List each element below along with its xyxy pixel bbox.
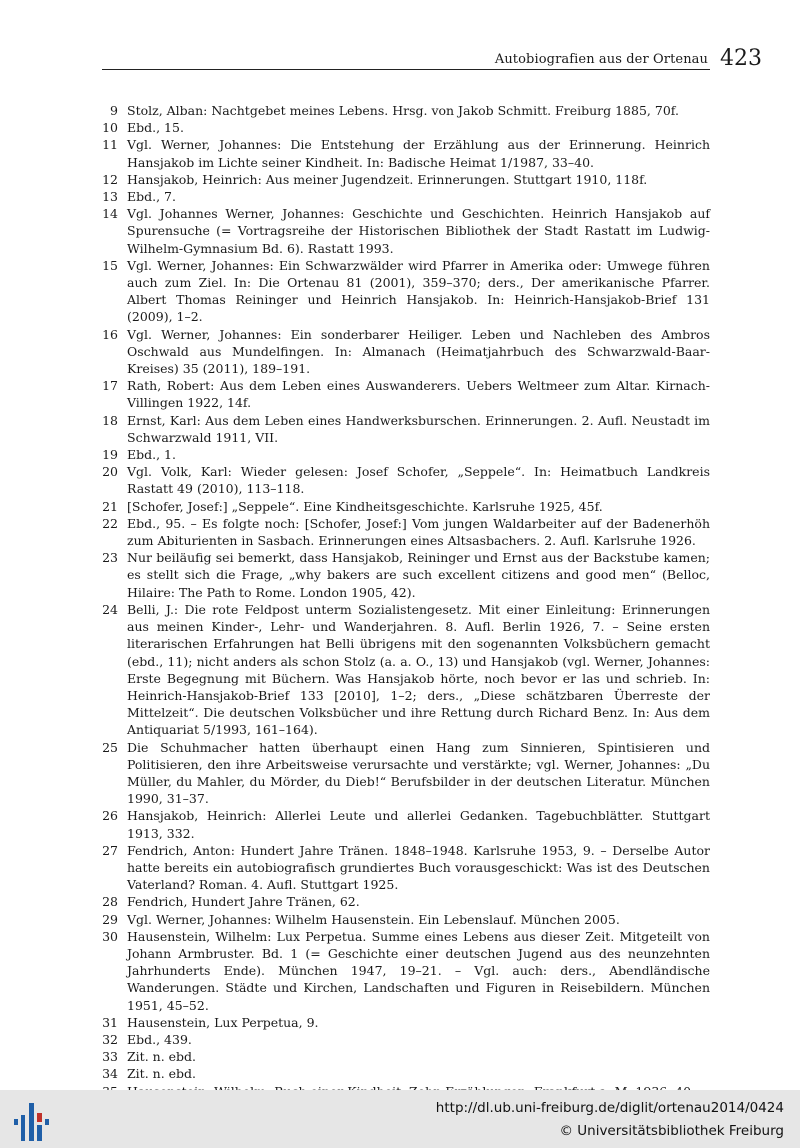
endnote-text: Zit. n. ebd. xyxy=(127,1066,197,1082)
endnote-item xyxy=(96,1014,710,1031)
endnote-item xyxy=(96,188,710,205)
endnote-text: Hansjakob, Heinrich: Aus meiner Jugendzeit. Erinnerungen. Stuttgart 1910, 118f. xyxy=(127,171,648,187)
endnote-item xyxy=(96,549,710,601)
endnote-number: 34 xyxy=(102,1066,118,1082)
endnote-text: Ebd., 7. xyxy=(127,189,176,205)
endnote-item xyxy=(96,205,710,257)
endnote-item xyxy=(96,257,710,326)
endnote-item xyxy=(96,1031,710,1048)
endnote-text: Hausenstein, Lux Perpetua, 9. xyxy=(127,1014,319,1030)
endnote-number: 27 xyxy=(102,842,118,858)
endnote-number: 21 xyxy=(102,498,118,514)
endnote-item xyxy=(96,739,710,808)
endnote-text: Vgl. Werner, Johannes: Ein sonderbarer Heiliger. Leben und Nachleben des Ambros Oschwald aus Mundelfingen. In: Almanach (Heimatjahrbuch des Schwarzwald-Baar-Kreises) 35 (2011), 189–191. xyxy=(127,326,710,377)
endnote-number: 15 xyxy=(102,257,118,273)
header-rule xyxy=(102,69,710,70)
endnote-item xyxy=(96,842,710,894)
endnote-text: Belli, J.: Die rote Feldpost unterm Sozialistengesetz. Mit einer Einleitung: Erinnerungen aus meinen Kinder-, Lehr- und Wanderjahren. 8. Aufl. Berlin 1926, 7. – Seine ersten literarischen Erfahrungen hat Belli übrigens mit den sogenannten Volksbüchern gemacht (ebd., 11); nicht anders als schon Stolz (a. a. O., 13) und Hansjakob (vgl. Werner, Johannes: Erste Begegnung mit Büchern. Was Hansjakob hörte, noch bevor er las und schrieb. In: Heinrich-Hansjakob-Brief 133 [2010], 1–2; ders., „Diese schätzbaren Überreste der Mittelzeit“. Die deutschen Volksbücher und ihre Rettung durch Richard Benz. In: Aus dem Antiquariat 5/1993, 161–164). xyxy=(127,601,710,738)
endnote-item xyxy=(96,446,710,463)
endnote-item xyxy=(96,498,710,515)
endnote-number: 31 xyxy=(102,1014,118,1030)
endnote-text: Hausenstein, Wilhelm: Lux Perpetua. Summe eines Lebens aus dieser Zeit. Mitgeteilt von Johann Armbruster. Bd. 1 (= Geschichte einer deutschen Jugend aus des neunzehnten Jahrhunderts Ende). München 1947, 19–21. – Vgl. auch: ders., Abendländische Wanderungen. Städte und Kirchen, Landschaften und Figuren in Reisebildern. München 1951, 45–52. xyxy=(127,928,710,1013)
endnote-text: Ebd., 15. xyxy=(127,120,184,136)
endnote-item xyxy=(96,911,710,928)
endnote-item xyxy=(96,102,710,119)
endnote-text: Zit. n. ebd. xyxy=(127,1049,197,1065)
endnote-number: 17 xyxy=(102,378,118,394)
endnote-number: 22 xyxy=(102,515,118,531)
endnote-number: 23 xyxy=(102,550,118,566)
endnote-number: 9 xyxy=(110,103,118,118)
endnote-text: [Schofer, Josef:] „Seppele“. Eine Kindheitsgeschichte. Karlsruhe 1925, 45f. xyxy=(127,498,603,514)
endnote-number: 29 xyxy=(102,911,118,927)
endnote-item xyxy=(96,601,710,739)
endnote-text: Stolz, Alban: Nachtgebet meines Lebens. Hrsg. von Jakob Schmitt. Freiburg 1885, 70f. xyxy=(127,103,679,118)
endnote-item xyxy=(96,928,710,1014)
endnote-item xyxy=(96,136,710,170)
endnote-item xyxy=(96,119,710,136)
endnotes-list xyxy=(96,102,710,1100)
endnote-item xyxy=(96,377,710,411)
endnote-text: Fendrich, Hundert Jahre Tränen, 62. xyxy=(127,894,360,910)
endnote-number: 28 xyxy=(102,894,118,910)
endnote-number: 19 xyxy=(102,447,118,463)
endnote-number: 12 xyxy=(102,171,118,187)
endnote-number: 25 xyxy=(102,739,118,755)
endnote-number: 13 xyxy=(102,189,118,205)
endnote-text: Die Schuhmacher hatten überhaupt einen Hang zum Sinnieren, Spintisieren und Politisieren, den ihre Arbeitsweise verursachte und verstärkte; vgl. Werner, Johannes: „Du Müller, du Mahler, du Mörder, du Dieb!“ Berufsbilder in der deutschen Literatur. München 1990, 31–37. xyxy=(127,739,710,807)
endnote-text: Vgl. Werner, Johannes: Ein Schwarzwälder wird Pfarrer in Amerika oder: Umwege führen auch zum Ziel. In: Die Ortenau 81 (2001), 359–370; ders., Der amerikanische Pfarrer. Albert Thomas Reininger und Heinrich Hansjakob. In: Heinrich-Hansjakob-Brief 131 (2009), 1–2. xyxy=(127,257,710,325)
endnote-number: 32 xyxy=(102,1031,118,1047)
endnote-text: Ebd., 95. – Es folgte noch: [Schofer, Josef:] Vom jungen Waldarbeiter auf der Badenerhöh zum Abiturienten in Sasbach. Erinnerungen eines Altsasbachers. 2. Aufl. Karlsruhe 1926. xyxy=(127,515,710,549)
endnote-item xyxy=(96,171,710,188)
endnote-text: Vgl. Werner, Johannes: Wilhelm Hausenstein. Ein Lebenslauf. München 2005. xyxy=(127,911,620,927)
endnote-item xyxy=(96,463,710,497)
endnote-number: 26 xyxy=(102,808,118,824)
endnote-item xyxy=(96,1048,710,1065)
endnote-item xyxy=(96,326,710,378)
endnote-number: 20 xyxy=(102,464,118,480)
source-url-link[interactable]: http://dl.ub.uni-freiburg.de/diglit/ortenau2014/0424 xyxy=(435,1100,784,1116)
endnote-item xyxy=(96,893,710,910)
footer-bar xyxy=(0,1090,800,1148)
endnote-text: Ernst, Karl: Aus dem Leben eines Handwerksburschen. Erinnerungen. 2. Aufl. Neustadt im Schwarzwald 1911, VII. xyxy=(127,412,710,445)
ub-freiburg-logo-icon xyxy=(12,1099,52,1143)
endnote-item xyxy=(96,1065,710,1082)
page-header xyxy=(102,46,770,76)
endnote-item xyxy=(96,515,710,549)
endnote-number: 18 xyxy=(102,412,118,428)
endnote-number: 16 xyxy=(102,326,118,342)
endnote-number: 33 xyxy=(102,1049,118,1065)
endnote-text: Ebd., 1. xyxy=(127,447,176,463)
endnote-number: 30 xyxy=(102,928,118,944)
endnote-text: Fendrich, Anton: Hundert Jahre Tränen. 1848–1948. Karlsruhe 1953, 9. – Derselbe Autor hatte bereits ein autobiografisch grundiertes Buch vorausgeschickt: Was ist des Deutschen Vaterland? Roman. 4. Aufl. Stuttgart 1925. xyxy=(127,842,710,893)
endnote-text: Hansjakob, Heinrich: Allerlei Leute und allerlei Gedanken. Tagebuchblätter. Stuttgart 1913, 332. xyxy=(127,808,710,841)
endnote-text: Ebd., 439. xyxy=(127,1031,192,1047)
endnote-number: 10 xyxy=(102,120,118,136)
endnote-number: 11 xyxy=(102,137,118,153)
endnote-item xyxy=(96,412,710,446)
endnote-number: 24 xyxy=(102,601,118,617)
endnote-text: Vgl. Volk, Karl: Wieder gelesen: Josef Schofer, „Seppele“. In: Heimatbuch Landkreis Rastatt 49 (2010), 113–118. xyxy=(127,464,710,497)
page-number: 423 xyxy=(720,46,762,71)
running-title: Autobiografien aus der Ortenau xyxy=(494,52,708,67)
endnote-item xyxy=(96,807,710,841)
endnote-text: Nur beiläufig sei bemerkt, dass Hansjakob, Reininger und Ernst aus der Backstube kamen; es stellt sich die Frage, „why bakers are such excellent citizens and good men“ (Belloc, Hilaire: The Path to Rome. London 1905, 42). xyxy=(127,550,710,600)
endnote-text: Vgl. Johannes Werner, Johannes: Geschichte und Geschichten. Heinrich Hansjakob auf Spurensuche (= Vortragsreihe der Historischen Bibliothek der Stadt Rastatt im Ludwig-Wilhelm-Gymnasium Bd. 6). Rastatt 1993. xyxy=(127,206,710,256)
endnote-text: Vgl. Werner, Johannes: Die Entstehung der Erzählung aus der Erinnerung. Heinrich Hansjakob im Lichte seiner Kindheit. In: Badische Heimat 1/1987, 33–40. xyxy=(127,137,710,170)
endnote-text: Rath, Robert: Aus dem Leben eines Auswanderers. Uebers Weltmeer zum Altar. Kirnach-Villingen 1922, 14f. xyxy=(127,378,710,411)
endnote-number: 14 xyxy=(102,206,118,222)
copyright-notice: © Universitätsbibliothek Freiburg xyxy=(559,1123,784,1139)
